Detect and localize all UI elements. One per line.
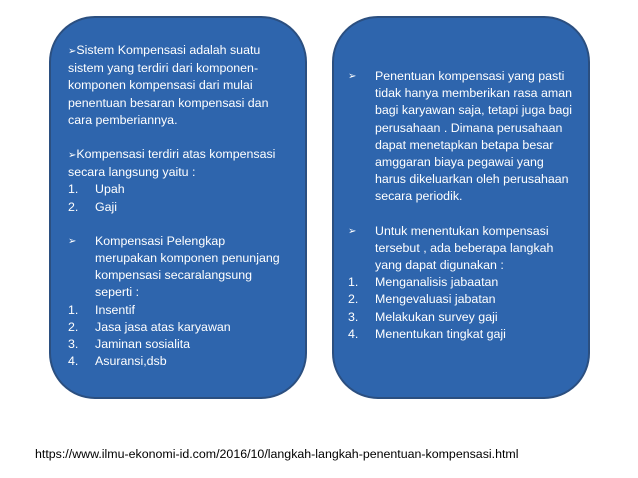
- arrowhead-bullet-icon: ➢: [68, 150, 77, 162]
- right-paragraph-steps-intro: ➢ Untuk menentukan kompensasi tersebut , ada beberapa langkah yang dapat digunakan :: [348, 223, 578, 275]
- list-item: 1. Insentif: [68, 302, 135, 317]
- left-paragraph-supplement: ➢ Kompensasi Pelengkap merupakan komponen penunjang kompensasi secaralangsung seperti :: [68, 233, 289, 302]
- right-info-panel: [332, 16, 590, 399]
- left-paragraph-definition: ➢Sistem Kompensasi adalah suatu sistem yang terdiri dari komponen-komponen kompensasi dari mulai penentuan besaran kompensasi dan cara pemberiannya.: [68, 43, 269, 127]
- list-item: 2. Jasa jasa atas karyawan: [68, 319, 231, 334]
- list-item: 1. Menganalisis jabaatan: [348, 275, 499, 290]
- arrowhead-bullet-icon: ➢: [68, 46, 77, 57]
- list-item: 3. Jaminan sosialita: [68, 337, 191, 352]
- list-item: 2. Mengevaluasi jabatan: [348, 292, 496, 307]
- left-info-panel: [49, 16, 307, 399]
- left-paragraph-direct: ➢Kompensasi terdiri atas kompensasi secara langsung yaitu :: [68, 147, 276, 180]
- arrowhead-bullet-icon: ➢: [68, 235, 77, 247]
- list-item: 2. Gaji: [68, 199, 118, 214]
- list-item: 1. Upah: [68, 182, 125, 197]
- source-url-text: https://www.ilmu-ekonomi-id.com/2016/10/langkah-langkah-penentuan-kompensasi.html: [35, 447, 519, 461]
- list-item: 3. Melakukan survey gaji: [348, 309, 498, 324]
- arrowhead-bullet-icon: ➢: [348, 71, 357, 82]
- arrowhead-bullet-icon: ➢: [348, 225, 357, 237]
- right-paragraph-importance: ➢ Penentuan kompensasi yang pasti tidak hanya memberikan rasa aman bagi karyawan saja, tetapi juga bagi perusahaan . Dimana perusahaan dapat menetapkan betapa besar amggaran biaya pegawai yang harus dikeluarkan oleh perusahaan secara periodik.: [348, 68, 578, 206]
- list-item: 4. Menentukan tingkat gaji: [348, 326, 506, 341]
- list-item: 4. Asuransi,dsb: [68, 354, 167, 369]
